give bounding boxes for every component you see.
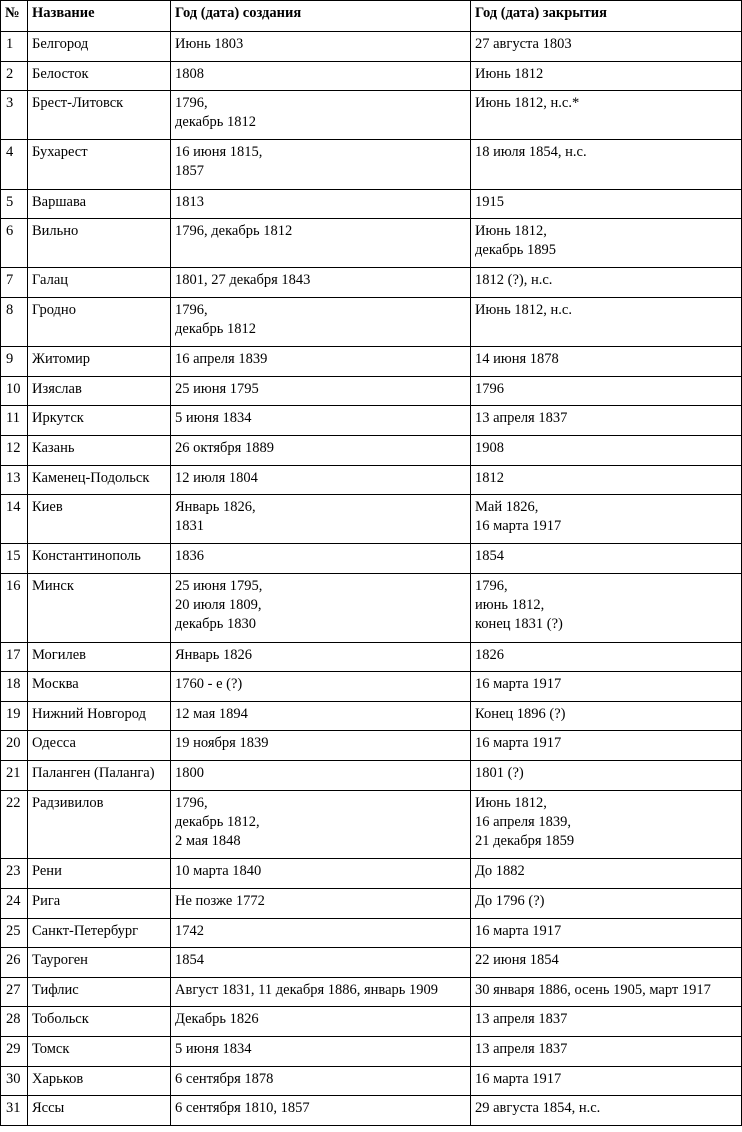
table-row [1, 948, 742, 978]
cell-created [171, 61, 471, 91]
cell-created-line: 6 сентября 1810, 1857 [175, 1100, 310, 1117]
cell-created [171, 495, 471, 544]
table-row [1, 642, 742, 672]
cell-closed [471, 297, 742, 346]
cell-closed-line: 1796, [475, 577, 508, 594]
cell-created-line: 1760 ‑ е (?) [175, 676, 243, 693]
cell-num: 16 [1, 573, 28, 642]
table-row [1, 731, 742, 761]
table-row [1, 61, 742, 91]
cell-created-line: 1813 [175, 193, 204, 210]
cell-closed-line: 13 апреля 1837 [475, 1011, 568, 1028]
cell-name: Каменец-Подольск [28, 465, 171, 495]
cell-closed [471, 889, 742, 919]
cell-created-line: 25 июня 1795, [175, 577, 263, 594]
cell-created [171, 297, 471, 346]
cell-closed [471, 731, 742, 761]
cell-created [171, 219, 471, 268]
cell-closed-line: 16 марта 1917 [475, 676, 562, 693]
cell-closed [471, 435, 742, 465]
cell-closed-line: 22 июня 1854 [475, 952, 559, 969]
cell-closed [471, 376, 742, 406]
cell-closed-line: До 1882 [475, 863, 525, 880]
cell-created-line: 1831 [175, 518, 204, 535]
cell-created-line: Август 1831, 11 декабря 1886, январь 1909 [175, 981, 439, 998]
cell-name: Белосток [28, 61, 171, 91]
cell-created-line: 12 мая 1894 [175, 705, 248, 722]
cell-num: 24 [1, 889, 28, 919]
cell-created [171, 1037, 471, 1067]
cell-name: Нижний Новгород [28, 701, 171, 731]
table-body [1, 32, 742, 1126]
cell-num: 1 [1, 32, 28, 62]
cell-closed-line: Июнь 1812 [475, 65, 544, 82]
cell-created [171, 347, 471, 377]
cell-closed-line: 16 марта 1917 [475, 518, 562, 535]
cell-name: Казань [28, 435, 171, 465]
cell-closed-line: 1826 [475, 646, 504, 663]
cell-closed [471, 495, 742, 544]
table-row [1, 297, 742, 346]
cell-closed-line: Июнь 1812, [475, 223, 547, 240]
cell-closed-line: Июнь 1812, н.с. [475, 301, 572, 318]
cell-created-line: 25 июня 1795 [175, 380, 259, 397]
cell-num: 5 [1, 189, 28, 219]
cell-closed-line: 1796 [475, 380, 504, 397]
table-row [1, 376, 742, 406]
cell-num: 17 [1, 642, 28, 672]
cell-name: Иркутск [28, 406, 171, 436]
cell-num: 26 [1, 948, 28, 978]
cell-closed-line: 13 апреля 1837 [475, 410, 568, 427]
cell-created-line: 1800 [175, 765, 204, 782]
table-row [1, 889, 742, 919]
cell-created-line: 16 апреля 1839 [175, 351, 268, 368]
cell-name: Томск [28, 1037, 171, 1067]
table-row [1, 435, 742, 465]
table-row [1, 761, 742, 791]
cell-created [171, 672, 471, 702]
cell-name: Варшава [28, 189, 171, 219]
cell-num: 10 [1, 376, 28, 406]
cell-closed [471, 32, 742, 62]
cell-closed-line: 27 августа 1803 [475, 36, 572, 52]
cell-closed-line: 1801 (?) [475, 765, 524, 782]
cell-name: Киев [28, 495, 171, 544]
cell-num: 14 [1, 495, 28, 544]
cell-created-line: 1857 [175, 163, 204, 180]
cell-created-line: 5 июня 1834 [175, 1041, 252, 1057]
cell-name: Таурoген [28, 948, 171, 978]
cell-closed-line: 1915 [475, 193, 504, 210]
cell-name: Тифлис [28, 977, 171, 1007]
cell-closed-line: 1812 [475, 469, 504, 486]
cell-name: Бухарест [28, 140, 171, 189]
cell-num: 29 [1, 1037, 28, 1067]
cell-created-line: Не позже 1772 [175, 893, 265, 910]
header-row [1, 1, 742, 32]
cell-name: Минск [28, 573, 171, 642]
cell-created [171, 977, 471, 1007]
cell-closed [471, 140, 742, 189]
cell-created [171, 948, 471, 978]
table-row [1, 701, 742, 731]
cell-num: 19 [1, 701, 28, 731]
cell-closed [471, 573, 742, 642]
cell-created [171, 1066, 471, 1096]
cell-closed [471, 268, 742, 298]
cell-closed-line: Июнь 1812, [475, 794, 547, 811]
cell-name: Одесса [28, 731, 171, 761]
cell-closed-line: 16 марта 1917 [475, 1070, 562, 1087]
cell-created [171, 91, 471, 140]
cell-created [171, 1096, 471, 1126]
cell-num: 30 [1, 1066, 28, 1096]
cell-closed-line: июнь 1812, [475, 596, 545, 613]
cell-closed-line: Июнь 1812, н.с.* [475, 95, 580, 112]
cell-name: Гродно [28, 297, 171, 346]
table-row [1, 1007, 742, 1037]
cell-closed-line: конец 1831 (?) [475, 615, 563, 632]
cell-created [171, 761, 471, 791]
cell-created [171, 573, 471, 642]
cell-closed-line: 16 апреля 1839, [475, 813, 571, 830]
cell-created [171, 465, 471, 495]
cell-num: 8 [1, 297, 28, 346]
cell-created-line: 1742 [175, 922, 204, 939]
cell-closed [471, 1007, 742, 1037]
cell-num: 7 [1, 268, 28, 298]
cell-closed-line: 14 июня 1878 [475, 351, 559, 368]
table-row [1, 672, 742, 702]
cell-closed [471, 465, 742, 495]
cell-created-line: 20 июля 1809, [175, 596, 262, 613]
cell-closed-line: 16 марта 1917 [475, 735, 562, 752]
cell-created-line: 1796, [175, 301, 208, 318]
cell-created-line: декабрь 1830 [175, 615, 256, 632]
cell-closed [471, 189, 742, 219]
cell-name: Брест-Литовск [28, 91, 171, 140]
cell-created [171, 642, 471, 672]
table-row [1, 91, 742, 140]
cell-num: 21 [1, 761, 28, 791]
cell-closed [471, 642, 742, 672]
header-closed: Год (дата) закрытия [471, 1, 742, 32]
table-row [1, 406, 742, 436]
cell-closed-line: 30 января 1886, осень 1905, март 1917 [475, 981, 711, 998]
table-row [1, 918, 742, 948]
table-row [1, 268, 742, 298]
cell-created-line: 26 октября 1889 [175, 439, 274, 456]
table-row [1, 859, 742, 889]
cell-closed [471, 918, 742, 948]
cell-closed [471, 761, 742, 791]
cell-created-line: 1808 [175, 65, 204, 82]
cell-name: Санкт-Петербург [28, 918, 171, 948]
table-row [1, 977, 742, 1007]
cell-num: 22 [1, 790, 28, 859]
cell-created-line: Январь 1826 [175, 646, 253, 663]
cell-created-line: 1796, [175, 794, 208, 811]
cell-name: Рени [28, 859, 171, 889]
cell-closed [471, 544, 742, 574]
cell-created-line: декабрь 1812 [175, 320, 256, 337]
cell-created-line: декабрь 1812, [175, 813, 260, 830]
cell-name: Галац [28, 268, 171, 298]
cell-closed [471, 701, 742, 731]
cell-name: Вильно [28, 219, 171, 268]
cell-created-line: 1854 [175, 952, 204, 969]
cell-created [171, 268, 471, 298]
table-row [1, 1037, 742, 1067]
cell-created-line: 10 марта 1840 [175, 863, 262, 880]
table-row [1, 219, 742, 268]
cell-created-line: 5 июня 1834 [175, 410, 252, 427]
cell-name: Рига [28, 889, 171, 919]
table-row [1, 573, 742, 642]
cell-name: Харьков [28, 1066, 171, 1096]
cell-closed-line: 29 августа 1854, н.с. [475, 1100, 601, 1117]
cell-closed [471, 948, 742, 978]
cell-created-line: 1796, [175, 95, 208, 112]
table-row [1, 465, 742, 495]
table-row [1, 189, 742, 219]
cell-num: 12 [1, 435, 28, 465]
cell-created-line: декабрь 1812 [175, 114, 256, 131]
cell-num: 2 [1, 61, 28, 91]
header-created: Год (дата) создания [171, 1, 471, 32]
table-row [1, 1096, 742, 1126]
cell-name: Радзивилов [28, 790, 171, 859]
cell-closed [471, 1066, 742, 1096]
cell-closed-line: 21 декабря 1859 [475, 832, 575, 849]
cell-created [171, 859, 471, 889]
cell-created-line: 1801, 27 декабря 1843 [175, 272, 311, 289]
cell-num: 20 [1, 731, 28, 761]
cell-created-line: 2 мая 1848 [175, 832, 241, 849]
cell-closed [471, 672, 742, 702]
header-num: № [1, 1, 28, 32]
header-name: Название [28, 1, 171, 32]
cell-num: 18 [1, 672, 28, 702]
cell-closed [471, 406, 742, 436]
cell-closed-line: 18 июля 1854, н.с. [475, 144, 587, 161]
cell-num: 4 [1, 140, 28, 189]
cell-created [171, 435, 471, 465]
cell-created [171, 544, 471, 574]
cell-name: Белгород [28, 32, 171, 62]
cell-name: Изяслав [28, 376, 171, 406]
cell-created-line: 1796, декабрь 1812 [175, 223, 293, 240]
cell-closed [471, 1096, 742, 1126]
cell-created [171, 918, 471, 948]
cell-created [171, 1007, 471, 1037]
cell-closed-line: декабрь 1895 [475, 242, 556, 259]
cell-closed-line: Май 1826, [475, 499, 539, 516]
cell-created-line: Декабрь 1826 [175, 1011, 259, 1028]
cell-created-line: 12 июля 1804 [175, 469, 258, 486]
cell-closed-line: 1854 [475, 548, 504, 565]
cell-closed [471, 61, 742, 91]
cell-created [171, 889, 471, 919]
cell-num: 27 [1, 977, 28, 1007]
cell-name: Тобольск [28, 1007, 171, 1037]
cell-created-line: 19 ноября 1839 [175, 735, 269, 752]
cell-created-line: Июнь 1803 [175, 36, 244, 52]
cell-closed [471, 859, 742, 889]
cell-created-line: 16 июня 1815, [175, 144, 263, 161]
table-row [1, 544, 742, 574]
cell-closed-line: До 1796 (?) [475, 893, 545, 910]
cell-name: Яссы [28, 1096, 171, 1126]
cell-num: 31 [1, 1096, 28, 1126]
cell-created [171, 701, 471, 731]
cell-num: 3 [1, 91, 28, 140]
table-row [1, 1066, 742, 1096]
cell-closed [471, 91, 742, 140]
cell-created [171, 406, 471, 436]
cell-created-line: 1836 [175, 548, 204, 565]
cell-name: Житомир [28, 347, 171, 377]
table-row [1, 32, 742, 62]
cell-created [171, 189, 471, 219]
cell-created-line: Январь 1826, [175, 499, 256, 516]
cell-closed-line: 1812 (?), н.с. [475, 272, 553, 289]
table-row [1, 495, 742, 544]
table-row [1, 790, 742, 859]
cell-num: 13 [1, 465, 28, 495]
cell-created [171, 376, 471, 406]
cell-closed [471, 347, 742, 377]
cell-closed-line: 13 апреля 1837 [475, 1041, 568, 1057]
cell-closed [471, 219, 742, 268]
cell-created [171, 140, 471, 189]
cell-created [171, 790, 471, 859]
table-row [1, 140, 742, 189]
cell-num: 6 [1, 219, 28, 268]
cell-name: Могилев [28, 642, 171, 672]
cell-num: 11 [1, 406, 28, 436]
cell-num: 23 [1, 859, 28, 889]
cell-closed [471, 1037, 742, 1067]
cell-num: 25 [1, 918, 28, 948]
cell-closed [471, 790, 742, 859]
cell-name: Москва [28, 672, 171, 702]
cell-name: Константинополь [28, 544, 171, 574]
cell-closed-line: 16 марта 1917 [475, 922, 562, 939]
cell-created [171, 731, 471, 761]
table-row [1, 347, 742, 377]
cell-num: 15 [1, 544, 28, 574]
cell-created [171, 32, 471, 62]
cell-created-line: 6 сентября 1878 [175, 1070, 274, 1087]
cell-name: Паланген (Паланга) [28, 761, 171, 791]
cell-closed [471, 977, 742, 1007]
cell-num: 28 [1, 1007, 28, 1037]
cell-closed-line: Конец 1896 (?) [475, 705, 566, 722]
cell-closed-line: 1908 [475, 439, 504, 456]
cell-num: 9 [1, 347, 28, 377]
